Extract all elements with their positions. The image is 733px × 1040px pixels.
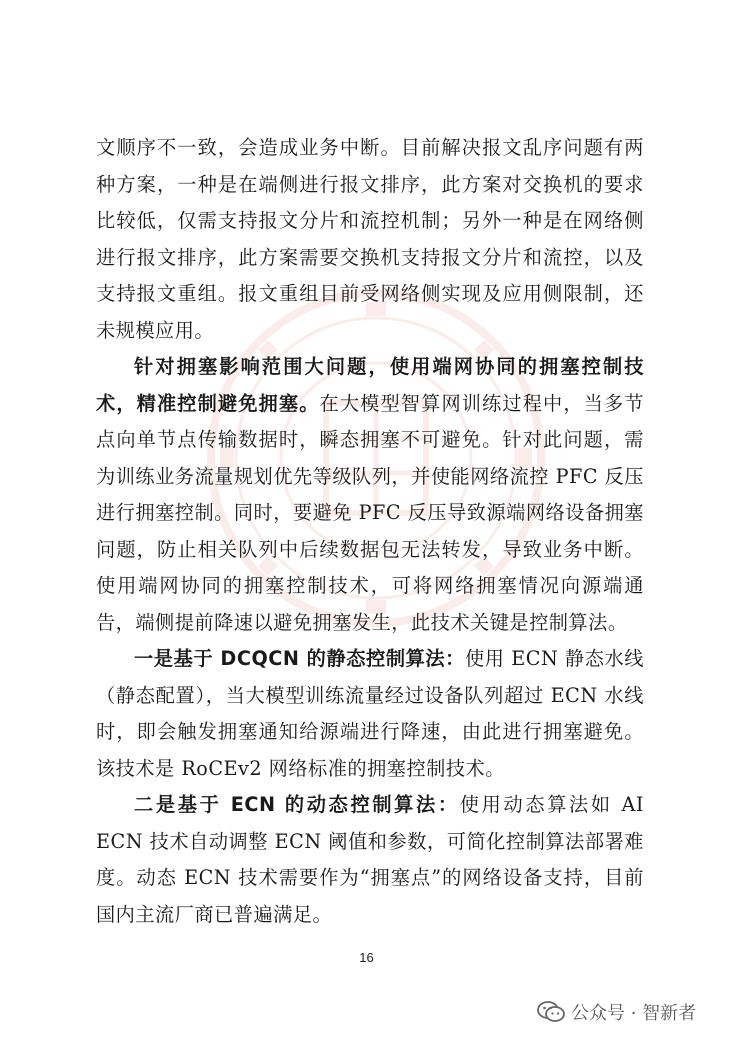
paragraph-text: 文顺序不一致，会造成业务中断。目前解决报文乱序问题有两种方案，一种是在端侧进行报文排序，此方案对交换机的要求比较低，仅需支持报文分片和流控机制；另外一种是在网络侧进行报文排序，此方案需要交换机支持报文分片和流控，以及支持报文重组。报文重组目前受网络侧实现及应用侧限制，还未规模应用。: [96, 136, 644, 342]
paragraph-text: 使用动态算法如 AI ECN 技术自动调整 ECN 阈值和参数，可简化控制算法部署难度。动态 ECN 技术需要作为“拥塞点”的网络设备支持，目前国内主流厂商已普遍满足。: [96, 793, 644, 926]
wechat-label: 公众号 · 智新者: [571, 1003, 697, 1024]
paragraph-text: 使用 ECN 静态水线（静态配置），当大模型训练流量经过设备队列超过 ECN 水线时，即会触发拥塞通知给源端进行降速，由此进行拥塞避免。该技术是 RoCEv2 网络标准的拥塞控制技术。: [96, 647, 644, 780]
paragraph-dynamic-algorithm: [96, 787, 644, 933]
paragraph-heading: 二是基于 ECN 的动态控制算法：: [134, 793, 460, 816]
paragraph-message-ordering: [96, 130, 644, 349]
paragraph-heading: 一是基于 DCQCN 的静态控制算法：: [134, 647, 465, 670]
paragraph-text: 在大模型智算网训练过程中，当多节点向单节点传输数据时，瞬态拥塞不可避免。针对此问题，需为训练业务流量规划优先等级队列，并使能网络流控 PFC 反压进行拥塞控制。同时，要避免 PFC 反压导致源端网络设备拥塞问题，防止相关队列中后续数据包无法转发，导致业务中断。使用端网协同的拥塞控制技术，可将网络拥塞情况向源端通告，端侧提前降速以避免拥塞发生，此技术关键是控制算法。: [96, 391, 645, 634]
paragraph-static-algorithm: [96, 641, 644, 787]
wechat-icon: [537, 1000, 565, 1024]
paragraph-congestion-control: [96, 349, 644, 641]
document-body: [96, 130, 644, 933]
wechat-attribution: [537, 998, 696, 1026]
page-number: 16: [359, 950, 374, 965]
paragraph-heading: 针对拥塞影响范围大问题，使用端网协同的拥塞控制技术，精准控制避免拥塞。: [96, 355, 644, 415]
